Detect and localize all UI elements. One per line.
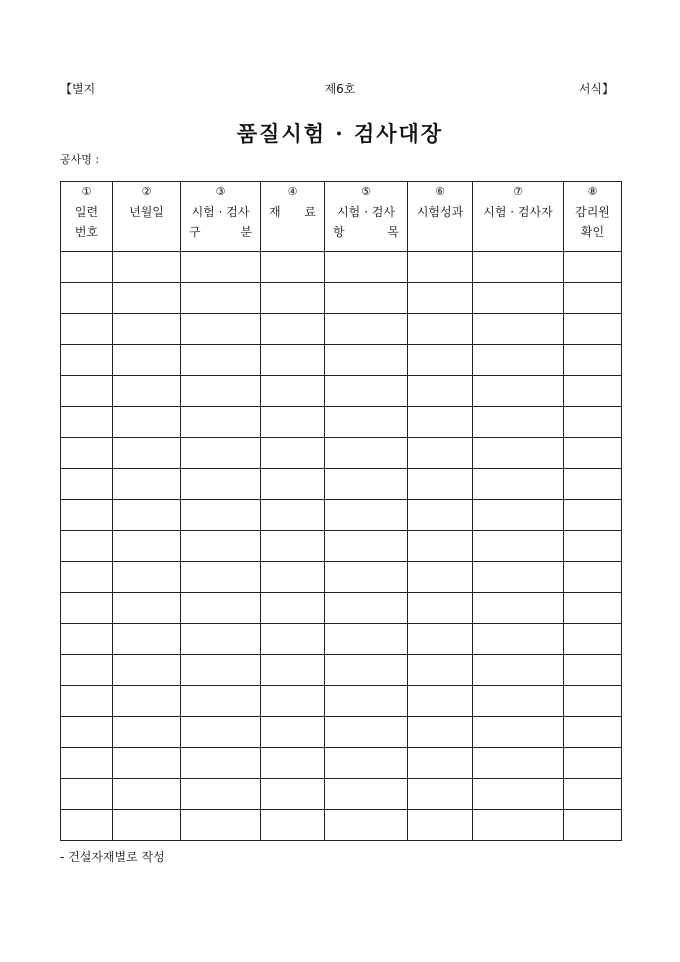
table-cell[interactable] <box>261 500 325 531</box>
table-cell[interactable] <box>61 748 113 779</box>
table-cell[interactable] <box>473 686 564 717</box>
table-cell[interactable] <box>408 314 473 345</box>
table-cell[interactable] <box>61 283 113 314</box>
table-cell[interactable] <box>61 438 113 469</box>
table-cell[interactable] <box>325 810 408 841</box>
table-cell[interactable] <box>564 717 622 748</box>
col-date: ② 년월일 <box>113 182 181 252</box>
table-cell[interactable] <box>61 500 113 531</box>
form-ref-right: 서식】 <box>578 82 614 96</box>
table-cell[interactable] <box>473 252 564 283</box>
table-cell[interactable] <box>408 562 473 593</box>
table-row <box>61 562 622 593</box>
table-cell[interactable] <box>408 469 473 500</box>
table-cell[interactable] <box>473 748 564 779</box>
table-cell[interactable] <box>261 438 325 469</box>
table-cell[interactable] <box>325 593 408 624</box>
table-cell[interactable] <box>473 810 564 841</box>
table-cell[interactable] <box>473 376 564 407</box>
table-cell[interactable] <box>325 500 408 531</box>
table-cell[interactable] <box>181 779 261 810</box>
table-cell[interactable] <box>408 252 473 283</box>
table-cell[interactable] <box>261 314 325 345</box>
table-cell[interactable] <box>564 345 622 376</box>
table-cell[interactable] <box>113 686 181 717</box>
table-cell[interactable] <box>61 376 113 407</box>
table-cell[interactable] <box>564 531 622 562</box>
col-test-category: ③ 시험 · 검사 구 분 <box>181 182 261 252</box>
table-cell[interactable] <box>181 407 261 438</box>
table-cell[interactable] <box>564 593 622 624</box>
table-cell[interactable] <box>181 531 261 562</box>
table-cell[interactable] <box>261 376 325 407</box>
table-row <box>61 407 622 438</box>
table-row <box>61 531 622 562</box>
col-test-item: ⑤ 시험 · 검사 항 목 <box>325 182 408 252</box>
table-cell[interactable] <box>473 438 564 469</box>
table-cell[interactable] <box>564 779 622 810</box>
page-title: 품질시험 · 검사대장 <box>236 121 444 146</box>
table-row <box>61 345 622 376</box>
table-cell[interactable] <box>564 500 622 531</box>
table-cell[interactable] <box>61 655 113 686</box>
table-cell[interactable] <box>261 407 325 438</box>
table-cell[interactable] <box>61 345 113 376</box>
table-cell[interactable] <box>181 314 261 345</box>
table-cell[interactable] <box>564 314 622 345</box>
table-cell[interactable] <box>261 810 325 841</box>
table-cell[interactable] <box>564 562 622 593</box>
table-cell[interactable] <box>181 500 261 531</box>
footnote: - 건설자재별로 작성 <box>60 850 165 864</box>
table-cell[interactable] <box>181 624 261 655</box>
table-cell[interactable] <box>261 531 325 562</box>
table-row <box>61 593 622 624</box>
table-cell[interactable] <box>181 438 261 469</box>
table-cell[interactable] <box>61 593 113 624</box>
table-cell[interactable] <box>473 283 564 314</box>
table-cell[interactable] <box>564 438 622 469</box>
table-cell[interactable] <box>181 748 261 779</box>
table-cell[interactable] <box>261 779 325 810</box>
table-cell[interactable] <box>113 438 181 469</box>
table-cell[interactable] <box>564 252 622 283</box>
circled-number: ⑦ <box>513 185 523 198</box>
table-row <box>61 252 622 283</box>
table-cell[interactable] <box>408 686 473 717</box>
table-cell[interactable] <box>473 717 564 748</box>
table-cell[interactable] <box>113 500 181 531</box>
table-cell[interactable] <box>61 624 113 655</box>
table-cell[interactable] <box>181 810 261 841</box>
col-test-result: ⑥ 시험성과 <box>408 182 473 252</box>
table-row <box>61 469 622 500</box>
table-cell[interactable] <box>261 686 325 717</box>
table-cell[interactable] <box>408 748 473 779</box>
table-cell[interactable] <box>181 283 261 314</box>
circled-number: ⑥ <box>435 185 445 198</box>
table-cell[interactable] <box>113 593 181 624</box>
table-cell[interactable] <box>325 686 408 717</box>
table-row <box>61 314 622 345</box>
table-cell[interactable] <box>408 500 473 531</box>
table-cell[interactable] <box>261 593 325 624</box>
table-row <box>61 500 622 531</box>
table-cell[interactable] <box>473 624 564 655</box>
circled-number: ④ <box>287 185 298 198</box>
table-cell[interactable] <box>113 345 181 376</box>
table-cell[interactable] <box>325 531 408 562</box>
col-serial-number: ① 일련 번호 <box>61 182 113 252</box>
table-cell[interactable] <box>61 717 113 748</box>
table-cell[interactable] <box>113 407 181 438</box>
table-cell[interactable] <box>473 531 564 562</box>
table-cell[interactable] <box>113 624 181 655</box>
table-cell[interactable] <box>408 810 473 841</box>
table-cell[interactable] <box>564 376 622 407</box>
table-cell[interactable] <box>325 748 408 779</box>
table-cell[interactable] <box>408 655 473 686</box>
table-cell[interactable] <box>325 345 408 376</box>
table-cell[interactable] <box>564 469 622 500</box>
table-row <box>61 717 622 748</box>
table-cell[interactable] <box>113 252 181 283</box>
circled-number: ① <box>81 185 92 198</box>
table-cell[interactable] <box>325 283 408 314</box>
table-cell[interactable] <box>564 748 622 779</box>
table-cell[interactable] <box>564 407 622 438</box>
table-row <box>61 438 622 469</box>
table-cell[interactable] <box>61 562 113 593</box>
header-row <box>61 182 622 252</box>
table-cell[interactable] <box>181 686 261 717</box>
table-cell[interactable] <box>113 779 181 810</box>
table-cell[interactable] <box>564 686 622 717</box>
table-cell[interactable] <box>325 407 408 438</box>
table-cell[interactable] <box>61 469 113 500</box>
circled-number: ② <box>141 185 152 198</box>
table-cell[interactable] <box>408 624 473 655</box>
table-row <box>61 655 622 686</box>
table-cell[interactable] <box>113 469 181 500</box>
table-row <box>61 748 622 779</box>
table-cell[interactable] <box>261 748 325 779</box>
table-cell[interactable] <box>113 376 181 407</box>
table-cell[interactable] <box>408 283 473 314</box>
table-cell[interactable] <box>473 314 564 345</box>
table-cell[interactable] <box>408 407 473 438</box>
table-cell[interactable] <box>473 655 564 686</box>
table-cell[interactable] <box>261 345 325 376</box>
table-cell[interactable] <box>113 655 181 686</box>
table-cell[interactable] <box>325 624 408 655</box>
table-cell[interactable] <box>261 469 325 500</box>
table-cell[interactable] <box>473 407 564 438</box>
table-cell[interactable] <box>61 252 113 283</box>
table-cell[interactable] <box>61 531 113 562</box>
table-cell[interactable] <box>261 283 325 314</box>
table-cell[interactable] <box>61 407 113 438</box>
col-supervisor-confirm: ⑧ 감리원 확인 <box>564 182 622 252</box>
table-cell[interactable] <box>61 314 113 345</box>
table-cell[interactable] <box>564 283 622 314</box>
table-cell[interactable] <box>564 655 622 686</box>
table-cell[interactable] <box>473 500 564 531</box>
table-cell[interactable] <box>113 748 181 779</box>
table-cell[interactable] <box>261 655 325 686</box>
table-cell[interactable] <box>325 655 408 686</box>
table-cell[interactable] <box>325 779 408 810</box>
table-cell[interactable] <box>325 469 408 500</box>
table-cell[interactable] <box>181 655 261 686</box>
table-cell[interactable] <box>408 345 473 376</box>
circled-number: ⑧ <box>587 185 598 198</box>
circled-number: ⑤ <box>361 185 371 198</box>
table-cell[interactable] <box>181 717 261 748</box>
table-cell[interactable] <box>473 562 564 593</box>
table-cell[interactable] <box>473 345 564 376</box>
col-inspector: ⑦ 시험 · 검사자 <box>473 182 564 252</box>
table-cell[interactable] <box>181 469 261 500</box>
table-cell[interactable] <box>113 810 181 841</box>
circled-number: ③ <box>215 185 226 198</box>
table-row <box>61 624 622 655</box>
table-row <box>61 810 622 841</box>
table-cell[interactable] <box>473 593 564 624</box>
ledger-table <box>60 181 622 841</box>
table-cell[interactable] <box>408 531 473 562</box>
col-material: ④ 재 료 <box>261 182 325 252</box>
table-cell[interactable] <box>408 376 473 407</box>
table-cell[interactable] <box>325 314 408 345</box>
table-row <box>61 686 622 717</box>
table-cell[interactable] <box>325 376 408 407</box>
form-number: 제6호 <box>324 82 356 96</box>
table-cell[interactable] <box>61 779 113 810</box>
ledger-body <box>61 252 622 841</box>
table-row <box>61 779 622 810</box>
table-row <box>61 283 622 314</box>
table-cell[interactable] <box>473 469 564 500</box>
table-cell[interactable] <box>564 810 622 841</box>
table-cell[interactable] <box>113 283 181 314</box>
table-cell[interactable] <box>113 314 181 345</box>
table-cell[interactable] <box>325 717 408 748</box>
table-cell[interactable] <box>61 686 113 717</box>
table-cell[interactable] <box>181 252 261 283</box>
project-name-label: 공사명 : <box>60 153 100 166</box>
form-ref-left: 【별지 <box>60 82 96 96</box>
table-cell[interactable] <box>261 562 325 593</box>
table-cell[interactable] <box>261 717 325 748</box>
table-cell[interactable] <box>408 717 473 748</box>
table-cell[interactable] <box>408 438 473 469</box>
table-cell[interactable] <box>325 252 408 283</box>
table-cell[interactable] <box>113 562 181 593</box>
table-cell[interactable] <box>408 593 473 624</box>
table-cell[interactable] <box>181 376 261 407</box>
table-cell[interactable] <box>325 438 408 469</box>
table-cell[interactable] <box>113 531 181 562</box>
table-cell[interactable] <box>181 562 261 593</box>
table-cell[interactable] <box>261 252 325 283</box>
table-cell[interactable] <box>408 779 473 810</box>
table-cell[interactable] <box>325 562 408 593</box>
table-cell[interactable] <box>564 624 622 655</box>
table-cell[interactable] <box>181 345 261 376</box>
table-cell[interactable] <box>61 810 113 841</box>
table-cell[interactable] <box>473 779 564 810</box>
table-row <box>61 376 622 407</box>
table-cell[interactable] <box>181 593 261 624</box>
table-cell[interactable] <box>261 624 325 655</box>
table-cell[interactable] <box>113 717 181 748</box>
